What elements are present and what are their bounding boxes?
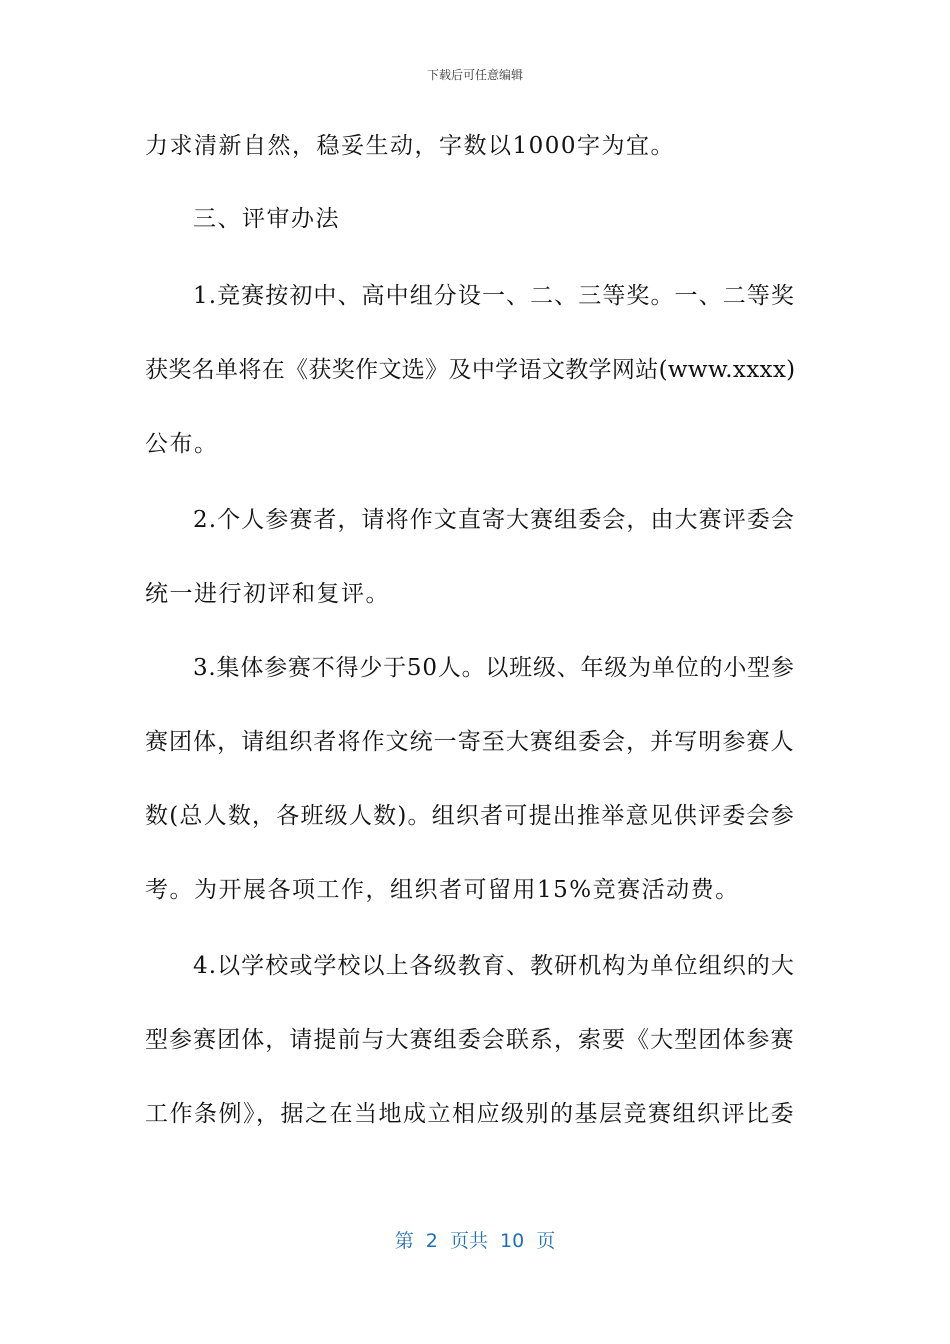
body-line-7: 统一进行初评和复评。 [145,581,390,607]
section-heading: 三、评审办法 [193,206,340,232]
body-line-3: 1.竞赛按初中、高中组分设一、二、三等奖。一、二等奖 [193,283,795,309]
header-note: 下载后可任意编辑 [426,68,523,82]
body-line-1: 力求清新自然，稳妥生动，字数以1000字为宜。 [145,133,676,159]
page-number-footer: 第 2 页共 10 页 [394,1230,556,1252]
body-line-8: 3.集体参赛不得少于50人。以班级、年级为单位的小型参 [193,655,795,681]
body-line-14: 工作条例》，据之在当地成立相应级别的基层竞赛组织评比委 [145,1101,795,1127]
body-line-5: 公布。 [145,431,219,457]
body-line-9: 赛团体，请组织者将作文统一寄至大赛组委会，并写明参赛人 [145,729,795,755]
body-line-13: 型参赛团体，请提前与大赛组委会联系，索要《大型团体参赛 [145,1027,795,1053]
body-line-11: 考。为开展各项工作，组织者可留用15%竞赛活动费。 [145,877,740,903]
body-line-4: 获奖名单将在《获奖作文选》及中学语文教学网站(www.xxxx) [145,357,796,383]
body-line-10: 数(总人数，各班级人数)。组织者可提出推举意见供评委会参 [145,803,795,829]
body-line-12: 4.以学校或学校以上各级教育、教研机构为单位组织的大 [193,953,795,979]
body-line-6: 2.个人参赛者，请将作文直寄大赛组委会，由大赛评委会 [193,507,795,533]
